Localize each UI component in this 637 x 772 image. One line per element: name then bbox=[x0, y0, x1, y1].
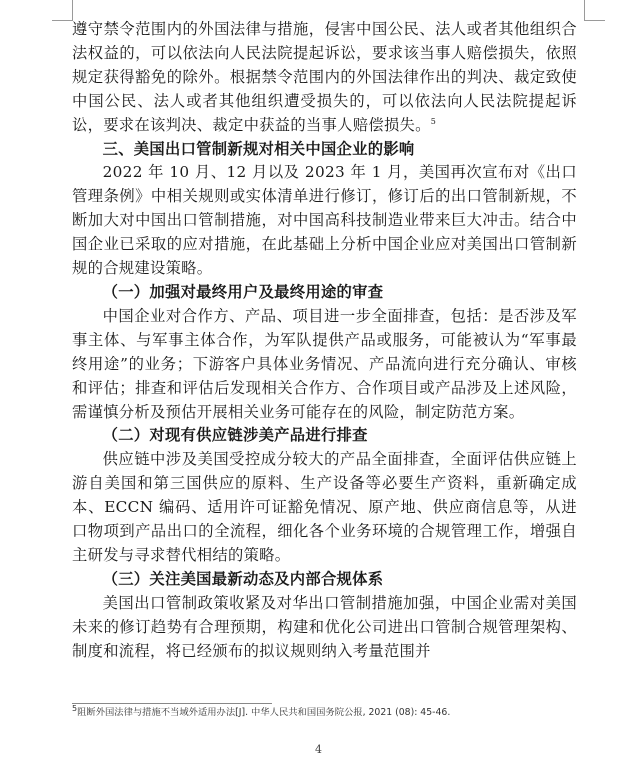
footnote bbox=[72, 703, 577, 719]
crop-mark-top-left bbox=[52, 0, 73, 21]
subsection-heading-1: （一）加强对最终用户及最终用途的审查 bbox=[102, 282, 384, 301]
subsection-heading-2: （二）对现有供应链涉美产品进行排查 bbox=[102, 426, 368, 445]
paragraph-subsection-1: 中国企业对合作方、产品、项目进一步全面排查，包括：是否涉及军事主体、与军事主体合作，为军队提供产品或服务，可能被认为“军事最终用途”的业务；下游客户具体业务情况、产品流向进行充分确认、审核和评估；排查和评估后发现相关合作方、合作项目或产品涉及上述风险，需谨慎分析及预估开展相关业务可能存在的风险，制定防范方案。 bbox=[72, 306, 577, 421]
footnote-text: 阻断外国法律与措施不当域外适用办法[J]. 中华人民共和国国务院公报, 2021 (08): 45-46. bbox=[77, 707, 451, 718]
footnote-number: 5 bbox=[72, 703, 78, 713]
document-body bbox=[72, 18, 577, 663]
crop-mark-top-right bbox=[584, 0, 605, 21]
paragraph-section3: 2022 年 10 月、12 月以及 2023 年 1 月，美国再次宣布对《出口管理条例》中相关规则或实体清单进行修订，修订后的出口管制新规，不断加大对中国出口管制措施，对中国高科技制造业带来巨大冲击。结合中国企业已采取的应对措施，在此基础上分析中国企业应对美国出口管制新规的合规建设策略。 bbox=[72, 163, 577, 278]
section-heading: 三、美国出口管制新规对相关中国企业的影响 bbox=[102, 139, 415, 158]
paragraph-subsection-2: 供应链中涉及美国受控成分较大的产品全面排查，全面评估供应链上游自美国和第三国供应的原料、生产设备等必要生产资料，重新确定成本、ECCN 编码、适用许可证豁免情况、原产地、供应商信息等，从进口物项到产品出口的全流程，细化各个业务环境的合规管理工作，增强自主研发与寻求替代相结的策略。 bbox=[72, 450, 577, 564]
paragraph-subsection-3: 美国出口管制政策收紧及对华出口管制措施加强，中国企业需对美国未来的修订趋势有合理预期，构建和优化公司进出口管制合规管理架构、制度和流程，将已经颁布的拟议规则纳入考量范围并 bbox=[72, 593, 577, 660]
page-number: 4 bbox=[315, 743, 322, 756]
paragraph-continued bbox=[72, 18, 577, 138]
subsection-heading-3: （三）关注美国最新动态及内部合规体系 bbox=[102, 569, 384, 588]
footnote-reference: 5 bbox=[430, 116, 437, 126]
footnote-divider bbox=[72, 703, 272, 704]
paragraph-text: 遵守禁令范围内的外国法律与措施，侵害中国公民、法人或者其他组织合法权益的，可以依法向人民法院提起诉讼，要求该当事人赔偿损失，依照规定获得豁免的除外。根据禁令范围内的外国法律作出的判决、裁定致使中国公民、法人或者其他组织遭受损失的，可以依法向人民法院提起诉讼，要求在该判决、裁定中获益的当事人赔偿损失。 bbox=[72, 20, 577, 134]
